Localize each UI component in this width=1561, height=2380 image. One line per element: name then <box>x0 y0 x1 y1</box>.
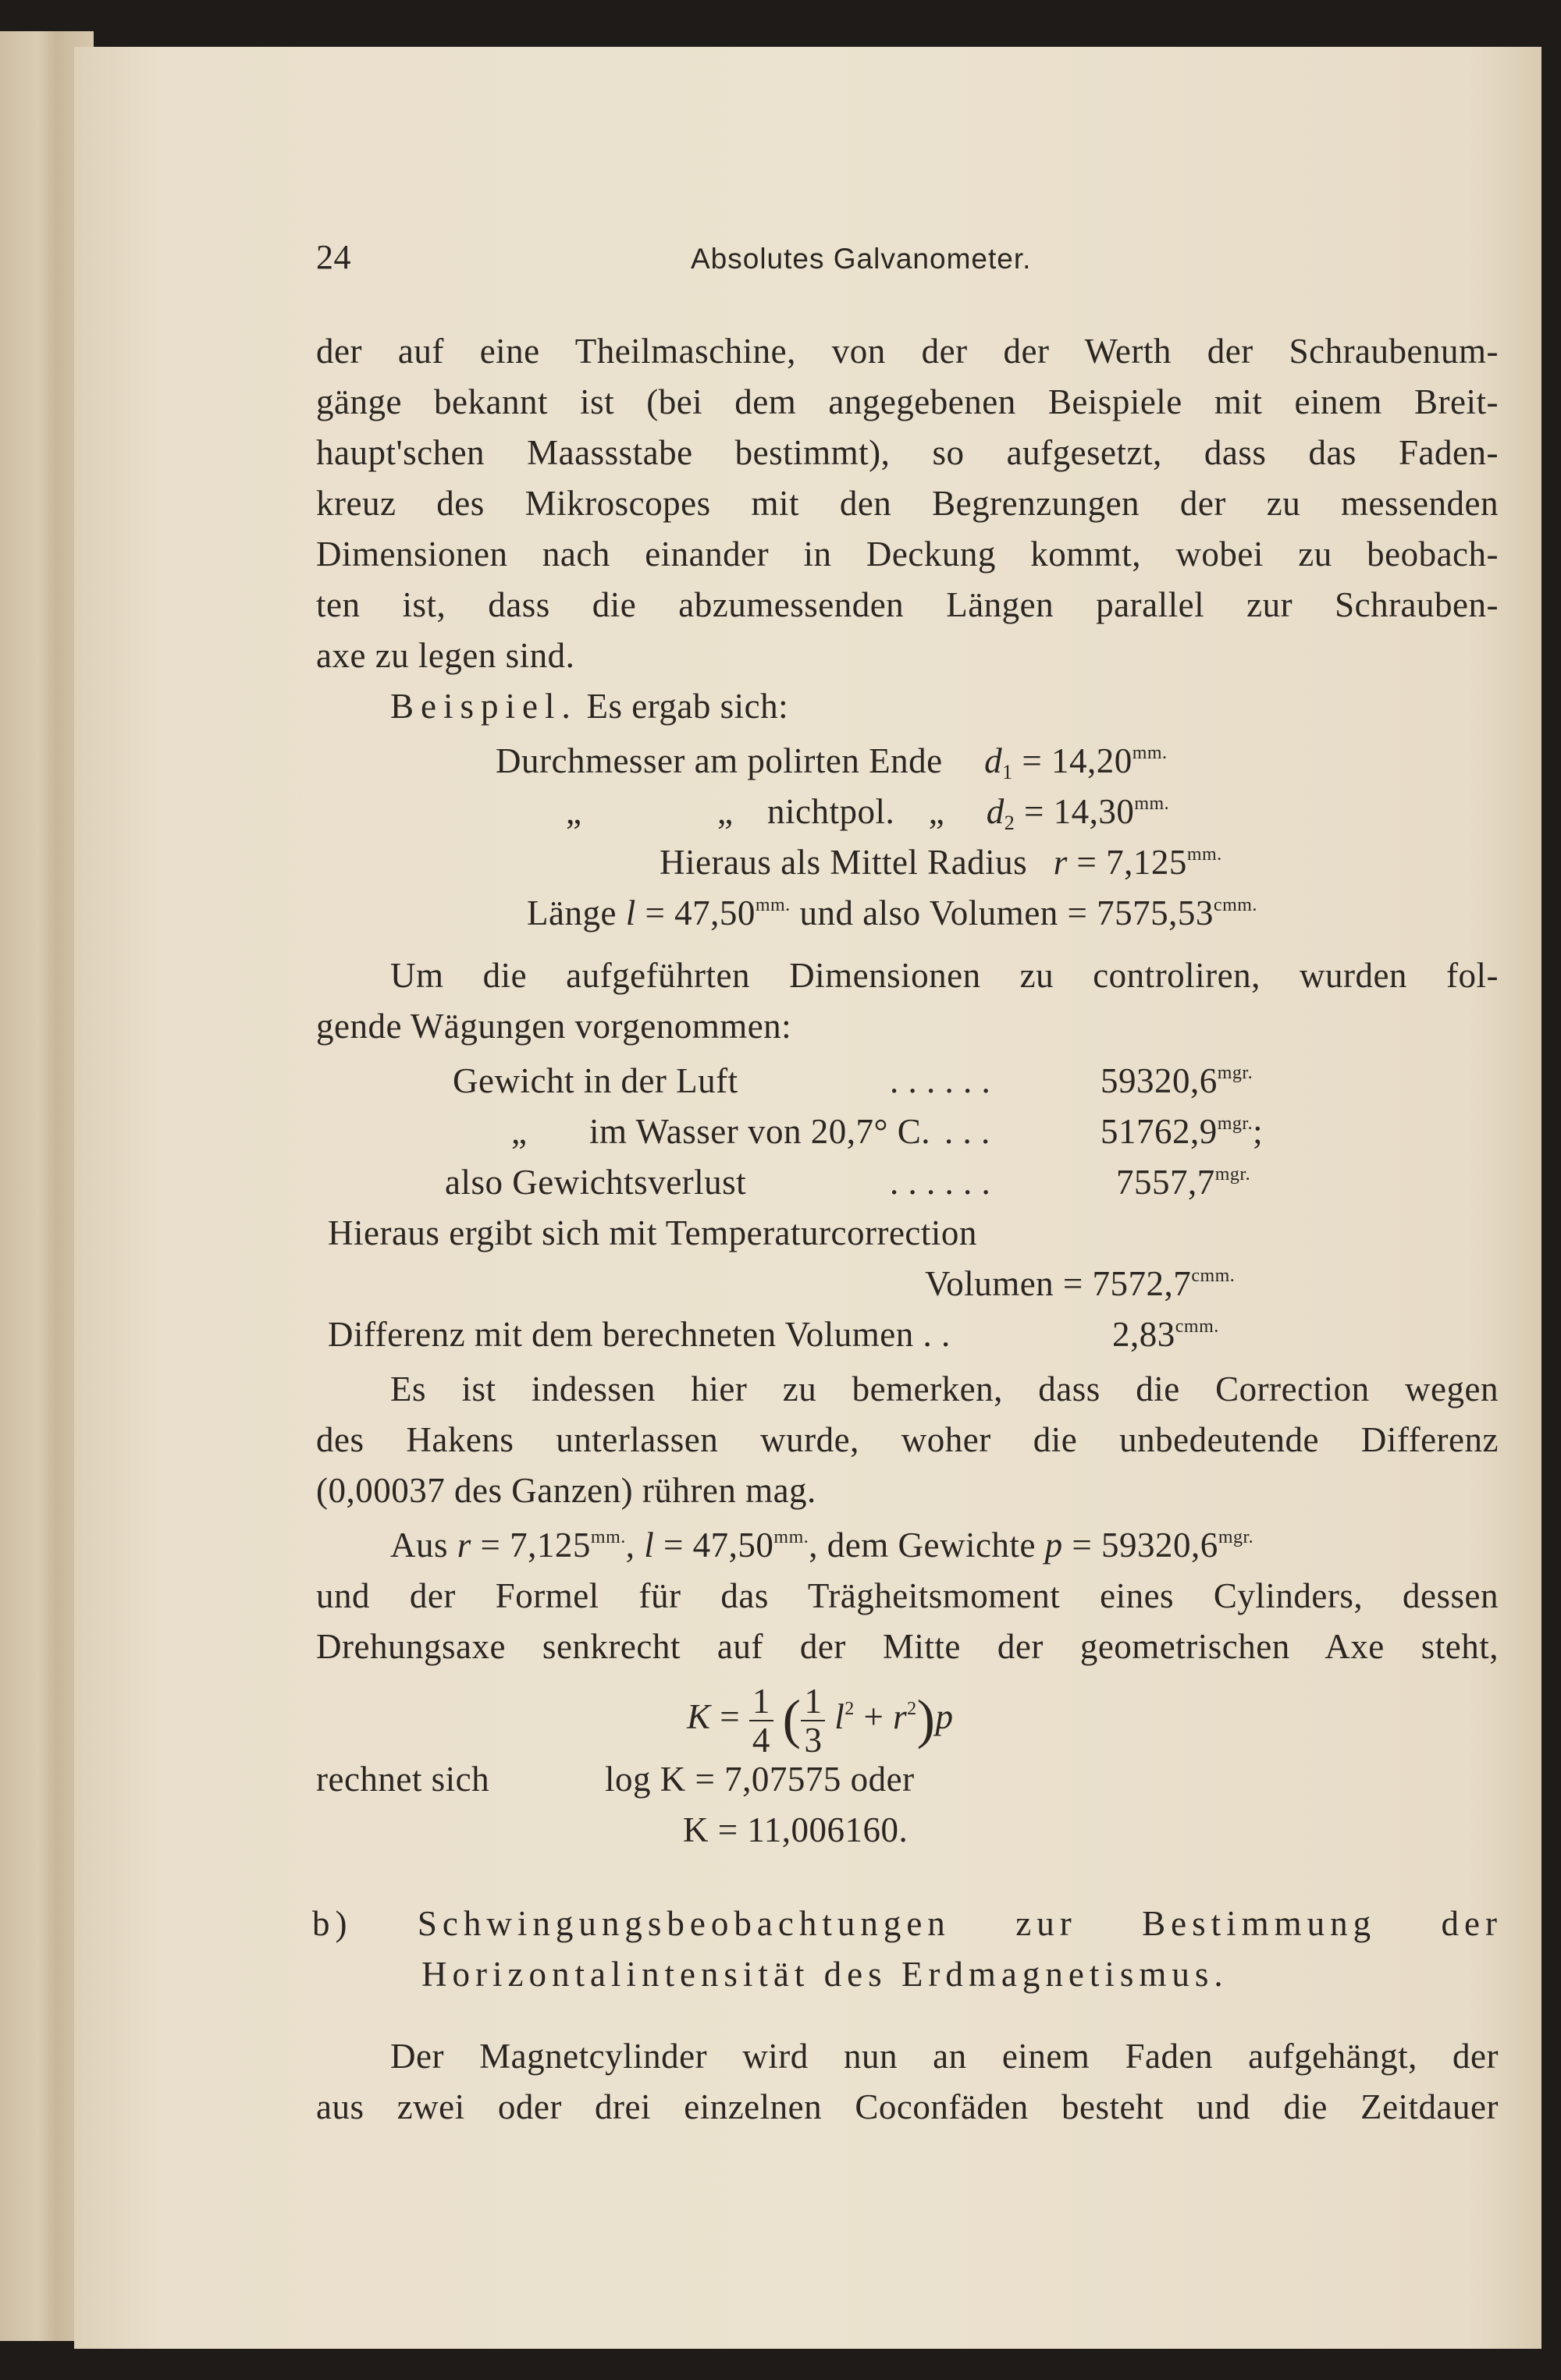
ditto-mark: „ <box>566 792 582 831</box>
leader-dots: . . . . . . <box>890 1061 991 1100</box>
ditto-mark: „ <box>928 792 945 831</box>
text-run: , dem Gewichte <box>809 1526 1036 1565</box>
exponent: 2 <box>845 1699 855 1719</box>
paragraph-line: der auf eine Theilmaschine, von der der Werth der Schraubenum- <box>316 332 1499 371</box>
paragraph-line: und der Formel für das Trägheitsmoment eines Cylinders, dessen <box>316 1576 1499 1615</box>
unit: mgr. <box>1218 1527 1254 1547</box>
variable: d <box>984 741 1003 780</box>
leader-dots: . . . . . . <box>890 1163 991 1202</box>
paragraph-line: haupt'schen Maassstabe bestimmt), so aufgesetzt, dass das Faden- <box>316 433 1499 472</box>
unit: cmm. <box>1191 1266 1236 1286</box>
paragraph-line <box>390 1522 1253 1568</box>
paragraph-line: Der Magnetcylinder wird nun an einem Faden aufgehängt, der <box>390 2037 1499 2076</box>
text-run: = 7,125 <box>480 1526 591 1565</box>
paragraph-line: (0,00037 des Ganzen) rühren mag. <box>316 1471 816 1510</box>
unit: mm. <box>773 1527 809 1547</box>
paren-close: ) <box>916 1689 936 1750</box>
unit: mm. <box>755 895 791 915</box>
punctuation: ; <box>1253 1112 1264 1151</box>
fraction-one-third <box>801 1682 825 1759</box>
measurement-row-diameter-1 <box>496 737 1168 784</box>
unit: cmm. <box>1175 1316 1219 1337</box>
variable: d <box>986 792 1005 831</box>
subscript: 1 <box>1002 761 1013 783</box>
weighing-label: Gewicht in der Luft <box>453 1061 738 1100</box>
paragraph-line: kreuz des Mikroscopes mit den Begrenzungen der zu messenden <box>316 484 1499 523</box>
example-label: Beispiel. <box>390 687 578 726</box>
difference-label: Differenz mit dem berechneten Volumen . . <box>328 1315 951 1354</box>
unit: mgr. <box>1217 1114 1253 1134</box>
measurement-row-length-volume <box>527 890 1257 936</box>
paragraph-line: axe zu legen sind. <box>316 636 575 675</box>
ditto-mark: „ <box>511 1112 528 1151</box>
text-run: Aus <box>390 1526 449 1565</box>
weighing-row-loss <box>445 1159 1381 1206</box>
measurement-label: nichtpol. <box>766 792 895 831</box>
leader-dots: . . . <box>944 1112 990 1151</box>
measurement-row-radius <box>660 839 1222 886</box>
text-run: , <box>625 1526 635 1565</box>
variable: l <box>644 1526 655 1565</box>
variable: r <box>457 1526 471 1565</box>
paragraph-line: ten ist, dass die abzumessenden Längen parallel zur Schrauben- <box>316 585 1499 624</box>
variable: p <box>1044 1526 1063 1565</box>
unit: mgr. <box>1217 1063 1253 1083</box>
difference-value: 2,83 <box>1112 1315 1175 1354</box>
measurement-label: Länge <box>527 893 617 932</box>
measurement-value: = 14,30 <box>1023 792 1135 831</box>
book-page <box>74 47 1541 2349</box>
paragraph-line: Um die aufgeführten Dimensionen zu controliren, wurden fol- <box>390 956 1499 995</box>
computation-label: rechnet sich <box>316 1760 490 1799</box>
denominator: 3 <box>804 1720 823 1760</box>
numerator: 1 <box>801 1682 825 1721</box>
denominator: 4 <box>752 1720 770 1760</box>
computation-log: log K = 7,07575 oder <box>605 1760 915 1799</box>
example-intro: Es ergab sich: <box>586 687 789 726</box>
paragraph-line: des Hakens unterlassen wurde, woher die unbedeutende Differenz <box>316 1420 1499 1459</box>
unit: mm. <box>1132 743 1168 763</box>
paragraph-line: Es ist indessen hier zu bemerken, dass die Correction wegen <box>390 1369 1499 1408</box>
ditto-mark: „ <box>716 792 734 831</box>
text-run: = 59320,6 <box>1072 1526 1218 1565</box>
paragraph-line: gende Wägungen vorgenommen: <box>316 1007 792 1046</box>
formula-symbol: p <box>935 1697 954 1736</box>
unit: mm. <box>590 1527 626 1547</box>
variable: r <box>1053 843 1068 882</box>
paragraph-line: Drehungsaxe senkrecht auf der Mitte der geometrischen Axe steht, <box>316 1627 1499 1666</box>
unit: mm. <box>1186 844 1222 865</box>
unit: mm. <box>1134 794 1170 814</box>
paren-open: ( <box>782 1689 802 1750</box>
exponent: 2 <box>907 1699 917 1719</box>
measurement-value: = 14,20 <box>1022 741 1133 780</box>
computation-result: K = 11,006160. <box>683 1810 909 1849</box>
formula-symbol: r <box>893 1697 908 1736</box>
weighing-value: 7557,7 <box>1116 1163 1215 1202</box>
temperature-line: Hieraus ergibt sich mit Temperaturcorrection <box>328 1213 977 1252</box>
section-heading: b) Schwingungsbeobachtungen zur Bestimmung der <box>312 1904 1502 1943</box>
variable: l <box>625 893 636 932</box>
formula-symbol: K <box>687 1697 711 1736</box>
difference-line <box>328 1311 1381 1358</box>
weighing-label: also Gewichtsverlust <box>445 1163 747 1202</box>
weighing-value: 51762,9 <box>1101 1112 1218 1151</box>
measurement-row-diameter-2 <box>566 788 1169 835</box>
example-heading <box>390 683 788 730</box>
numerator: 1 <box>749 1682 773 1721</box>
formula-operator: + <box>863 1697 884 1736</box>
measurement-label: Hieraus als Mittel Radius <box>660 843 1028 882</box>
page-number: 24 <box>316 238 351 276</box>
measurement-value: = 47,50 <box>645 893 756 932</box>
measurement-value: = 7,125 <box>1076 843 1187 882</box>
weighing-row-air <box>453 1057 1374 1104</box>
weighing-row-water <box>511 1108 1409 1155</box>
subscript: 2 <box>1004 812 1015 834</box>
running-title: Absolutes Galvanometer. <box>691 243 1032 275</box>
fraction-one-quarter <box>749 1682 773 1759</box>
paragraph-line: aus zwei oder drei einzelnen Coconfäden besteht und die Zeitdauer <box>316 2087 1499 2126</box>
text-run: = 47,50 <box>663 1526 774 1565</box>
volume-value: Volumen = 7572,7 <box>925 1264 1192 1303</box>
measurement-label: Durchmesser am polirten Ende <box>496 741 943 780</box>
section-heading: Horizontalintensität des Erdmagnetismus. <box>421 1955 1229 1994</box>
unit: cmm. <box>1213 895 1257 915</box>
formula-operator: = <box>720 1697 741 1736</box>
paragraph-line: Dimensionen nach einander in Deckung kommt, wobei zu beobach- <box>316 535 1499 574</box>
paragraph-line: gänge bekannt ist (bei dem angegebenen Beispiele mit einem Breit- <box>316 382 1499 421</box>
weighing-value: 59320,6 <box>1101 1061 1218 1100</box>
formula-symbol: l <box>834 1697 845 1736</box>
volume-corrected <box>925 1260 1235 1307</box>
weighing-label: im Wasser von 20,7° C. <box>589 1112 931 1151</box>
measurement-value: und also Volumen = 7575,53 <box>799 893 1214 932</box>
inertia-formula <box>687 1674 953 1764</box>
unit: mgr. <box>1214 1164 1251 1185</box>
